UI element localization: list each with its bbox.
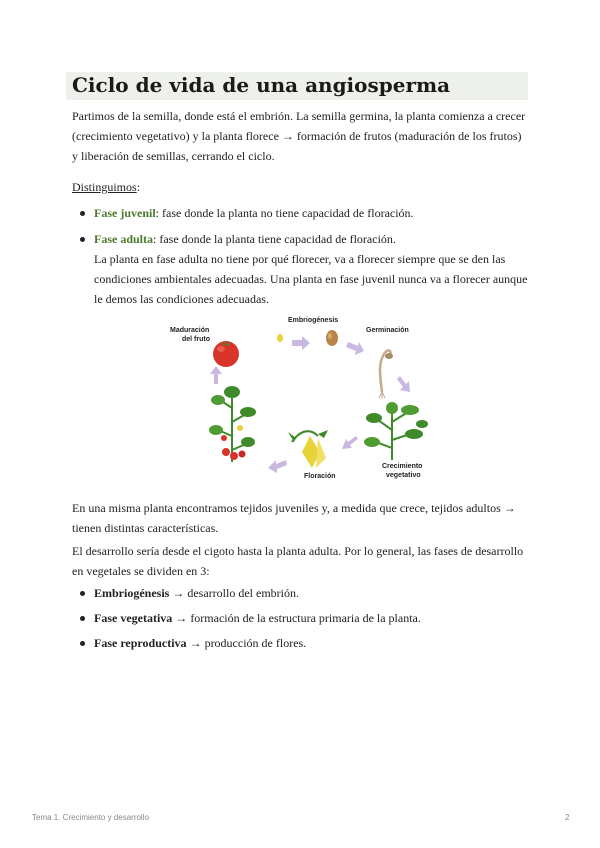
vegetative-plant-icon <box>364 402 428 460</box>
flower-icon <box>288 430 328 468</box>
distinguimos-heading <box>72 177 530 197</box>
bullet <box>80 591 85 596</box>
arrow-icon <box>397 376 410 392</box>
list-item <box>72 583 530 603</box>
phase-term: Fase adulta <box>94 232 154 246</box>
dev-phase-term: Fase reproductiva <box>94 636 187 650</box>
dev-phase-text: → formación de la estructura primaria de la planta. <box>172 611 421 625</box>
phase-term: Fase juvenil <box>94 206 156 220</box>
seed-icon <box>326 330 338 346</box>
development-paragraph: El desarrollo sería desde el cigoto hasta la planta adulta. Por lo general, las fases de desarrollo en vegetales se dividen en 3: <box>72 544 524 578</box>
bullet <box>80 237 85 242</box>
page-title: Ciclo de vida de una angiosperma <box>72 73 451 97</box>
footer-title: Tema 1. Crecimiento y desarrollo <box>32 813 149 822</box>
list-item <box>72 633 530 653</box>
label-embriogenesis: Embriogénesis <box>288 317 339 324</box>
label-germinacion: Germinación <box>366 327 409 334</box>
dev-phase-list <box>72 583 530 653</box>
label-floracion: Floración <box>304 473 336 480</box>
list-item <box>72 608 530 628</box>
distinguimos-colon: : <box>136 180 141 194</box>
dev-phase-text: → desarrollo del embrión. <box>169 586 299 600</box>
distinguimos-label: Distinguimos <box>72 180 137 194</box>
arrow-icon <box>292 336 310 350</box>
intro-paragraph: Partimos de la semilla, donde está el embrión. La semilla germina, la planta comienza a crecer (crecimiento vegetativo) y la planta florece → formación de frutos (maduración de los frutos) y liberación de semillas, cerrando el ciclo. <box>72 109 526 163</box>
list-item <box>72 203 530 223</box>
dev-phase-term: Fase vegetativa <box>94 611 173 625</box>
page-number: 2 <box>565 813 570 822</box>
phase-text: : fase donde la planta tiene capacidad de floración. <box>153 232 396 246</box>
arrow-icon <box>342 436 358 449</box>
seedling-icon <box>379 350 393 399</box>
tomato-icon <box>213 341 239 367</box>
label-crecimiento: Crecimiento <box>382 463 423 470</box>
embryo-icon <box>277 334 283 342</box>
label-maduracion: Maduración <box>170 327 210 334</box>
dev-phase-term: Embriogénesis <box>94 586 170 600</box>
label-vegetativo: vegetativo <box>386 472 421 479</box>
list-item <box>72 229 530 309</box>
phase-extra: La planta en fase adulta no tiene por qué florecer, va a florecer siempre que se den las condiciones ambientales adecuadas. Una planta en fase juvenil nunca va a florecer aunque le demos las condiciones adecuadas. <box>94 252 528 306</box>
life-cycle-diagram <box>160 312 440 490</box>
arrow-icon <box>268 460 287 473</box>
tissues-paragraph: En una misma planta encontramos tejidos juveniles y, a medida que crece, tejidos adultos → tienen distintas características. <box>72 501 516 535</box>
arrow-icon <box>210 366 222 384</box>
fruiting-plant-icon <box>209 386 256 462</box>
label-del-fruto: del fruto <box>182 336 210 343</box>
bullet <box>80 616 85 621</box>
dev-phase-text: → producción de flores. <box>186 636 307 650</box>
phase-text: : fase donde la planta no tiene capacidad de floración. <box>155 206 414 220</box>
phase-list <box>72 203 530 309</box>
bullet <box>80 641 85 646</box>
bullet <box>80 211 85 216</box>
arrow-icon <box>346 342 364 355</box>
